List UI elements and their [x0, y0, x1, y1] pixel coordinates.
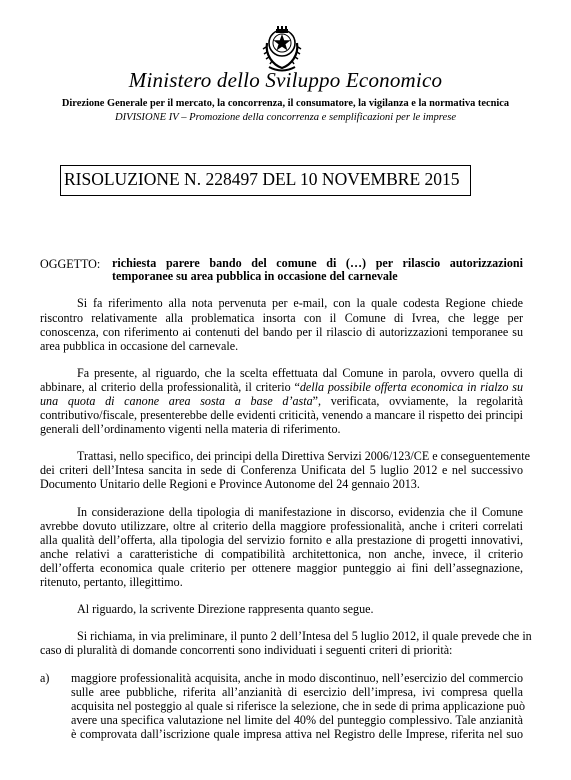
resolution-title: RISOLUZIONE N. 228497 DEL 10 NOVEMBRE 2015	[64, 169, 460, 189]
divisione: DIVISIONE IV – Promozione della concorrenza e semplificazioni per le imprese	[114, 112, 457, 123]
paragraph-2-line: contributivo/fiscale, presenterebbe delle evidenti criticità, venendo a mancare il rispetto dei principi	[40, 408, 523, 422]
list-item-line: avere una specifica valutazione nel limite del 40% del punteggio complessivo. Tale anzianità	[71, 713, 523, 727]
paragraph-1-line: conoscenza, con riferimento ai contenuti del bando per il rilascio di autorizzazioni temporanee su	[40, 325, 523, 339]
list-item-marker: a)	[40, 671, 50, 685]
paragraph-3-line: Documento Unitario delle Regioni e Province Autonome del 24 gennaio 2013.	[40, 477, 420, 491]
paragraph-4-line: anche relativi a caratteristiche di compatibilità architettonica, non anche, invece, il criterio	[40, 547, 523, 561]
paragraph-1-line: area pubblica in occasione del carnevale.	[40, 339, 239, 353]
paragraph-4-line: alla qualità dell’offerta, alla tipologia del servizio fornito e alla prestazione di progetti innovativi,	[40, 533, 523, 547]
ministry-name: Ministero dello Sviluppo Economico	[128, 68, 443, 92]
paragraph-5-line: Al riguardo, la scrivente Direzione rappresenta quanto segue.	[77, 602, 374, 616]
list-item-line: sulle aree pubbliche, riferita all’anzianità di esercizio dell’impresa, ivi compresa quella	[71, 685, 523, 699]
oggetto-label: OGGETTO:	[40, 257, 101, 271]
oggetto-line-1: richiesta parere bando del comune di (…) per rilascio autorizzazioni	[112, 256, 523, 270]
paragraph-2-line: Fa presente, al riguardo, che la scelta effettuata dal Comune in parola, ovvero quella di	[77, 366, 523, 380]
paragraph-4-line: dell’offerta economica quale criterio per ottenere maggior punteggio ai fini dell’assegnazione,	[40, 561, 523, 575]
paragraph-4-line: avrebbe dovuto utilizzare, oltre al criterio della maggiore professionalità, anche i criteri correlati	[40, 519, 523, 533]
paragraph-4-line: In considerazione della tipologia di manifestazione in discorso, evidenzia che il Comune	[77, 505, 523, 519]
paragraph-2-line: generali dell’ordinamento vigenti nella materia di riferimento.	[40, 422, 341, 436]
list-item-line: acquisita nel posteggio al quale si riferisce la selezione, che in sede di prima applicazione può	[71, 699, 526, 713]
list-item-line: maggiore professionalità acquisita, anche in modo discontinuo, nell’esercizio del commercio	[71, 671, 523, 685]
paragraph-4-line: ritenuto, pertanto, illegittimo.	[40, 575, 183, 589]
list-item-line: è comprovata dall’iscrizione quale impresa attiva nel Registro delle Imprese, riferita nel suo	[71, 727, 523, 741]
paragraph-6-line: caso di pluralità di domande concorrenti sono individuati i seguenti criteri di priorità:	[40, 643, 453, 657]
paragraph-3-line: dei criteri dell’Intesa sancita in sede di Conferenza Unificata del 5 luglio 2012 e nel successivo	[40, 463, 523, 477]
paragraph-2-line: una quota di canone area sosta a base d’asta”, verificata, ovviamente, la regolarità	[40, 394, 523, 408]
paragraph-1-line: Si fa riferimento alla nota pervenuta per e-mail, con la quale codesta Regione chiede	[77, 296, 523, 310]
paragraph-3-line: Trattasi, nello specifico, dei principi della Direttiva Servizi 2006/123/CE e conseguentemente	[77, 449, 530, 463]
oggetto-line-2: temporanee su area pubblica in occasione del carnevale	[112, 269, 398, 283]
direzione-generale: Direzione Generale per il mercato, la concorrenza, il consumatore, la vigilanza e la normativa tecnica	[61, 98, 510, 109]
paragraph-2-line: abbinare, al criterio della professionalità, il criterio “della possibile offerta economica in rialzo su	[40, 380, 523, 394]
paragraph-1-line: riscontro relativamente alla problematica insorta con il Comune di Ivrea, che legge per	[40, 311, 523, 325]
paragraph-6-line: Si richiama, in via preliminare, il punto 2 dell’Intesa del 5 luglio 2012, il quale prevede che in	[77, 629, 532, 643]
